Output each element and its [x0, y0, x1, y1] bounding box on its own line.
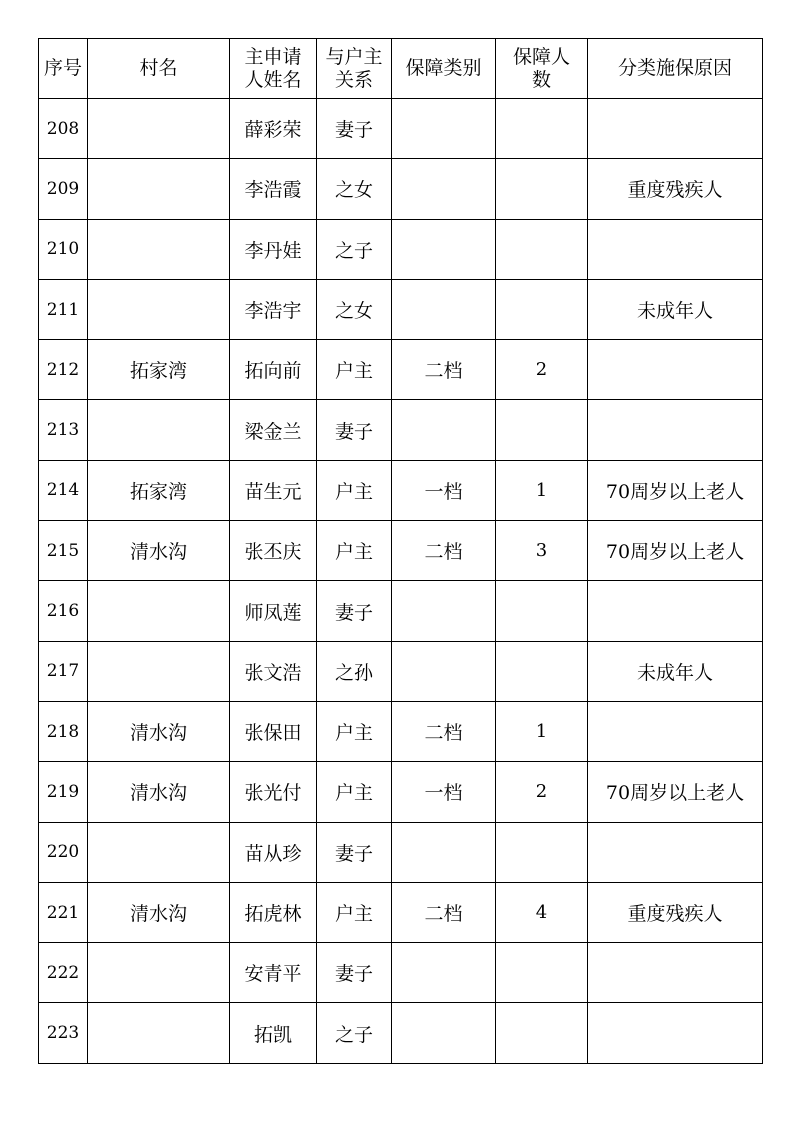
cell-name: 张保田	[230, 701, 317, 761]
cell-village	[88, 159, 230, 219]
table-body	[39, 99, 763, 1064]
cell-village: 清水沟	[88, 882, 230, 942]
cell-seq: 212	[39, 340, 88, 400]
cell-count: 4	[496, 882, 588, 942]
cell-relation: 户主	[317, 521, 392, 581]
relief-table	[38, 38, 763, 1064]
cell-seq: 221	[39, 882, 88, 942]
cell-reason: 未成年人	[588, 641, 763, 701]
cell-seq: 214	[39, 460, 88, 520]
cell-name: 苗从珍	[230, 822, 317, 882]
cell-village: 清水沟	[88, 701, 230, 761]
table-row	[39, 279, 763, 339]
cell-count: 2	[496, 762, 588, 822]
header-row	[39, 39, 763, 99]
cell-relation: 户主	[317, 762, 392, 822]
cell-village	[88, 219, 230, 279]
cell-count	[496, 943, 588, 1003]
table-row	[39, 219, 763, 279]
cell-count: 1	[496, 460, 588, 520]
cell-count	[496, 279, 588, 339]
cell-category: 一档	[392, 762, 496, 822]
cell-name: 拓向前	[230, 340, 317, 400]
cell-relation: 妻子	[317, 943, 392, 1003]
cell-reason: 重度残疾人	[588, 882, 763, 942]
cell-count	[496, 822, 588, 882]
cell-relation: 妻子	[317, 581, 392, 641]
cell-relation: 户主	[317, 701, 392, 761]
cell-seq: 210	[39, 219, 88, 279]
cell-name: 李丹娃	[230, 219, 317, 279]
header-seq: 序号	[39, 39, 88, 99]
cell-village: 清水沟	[88, 521, 230, 581]
cell-category: 一档	[392, 460, 496, 520]
table-row	[39, 822, 763, 882]
cell-relation: 户主	[317, 460, 392, 520]
cell-village	[88, 99, 230, 159]
table-row	[39, 521, 763, 581]
cell-category	[392, 943, 496, 1003]
cell-count	[496, 400, 588, 460]
cell-village: 拓家湾	[88, 460, 230, 520]
table-row	[39, 340, 763, 400]
cell-reason	[588, 581, 763, 641]
table-row	[39, 943, 763, 1003]
cell-count	[496, 219, 588, 279]
cell-reason	[588, 822, 763, 882]
header-relation: 与户主关系	[317, 39, 392, 99]
cell-name: 张丕庆	[230, 521, 317, 581]
cell-category	[392, 1003, 496, 1063]
cell-count	[496, 581, 588, 641]
cell-name: 安青平	[230, 943, 317, 1003]
cell-reason	[588, 943, 763, 1003]
cell-category: 二档	[392, 882, 496, 942]
cell-relation: 之女	[317, 159, 392, 219]
cell-relation: 户主	[317, 340, 392, 400]
table-row	[39, 762, 763, 822]
cell-category	[392, 99, 496, 159]
cell-village: 清水沟	[88, 762, 230, 822]
cell-seq: 218	[39, 701, 88, 761]
cell-reason: 70周岁以上老人	[588, 762, 763, 822]
cell-category	[392, 641, 496, 701]
cell-seq: 216	[39, 581, 88, 641]
table-row	[39, 1003, 763, 1063]
table-row	[39, 400, 763, 460]
table-row	[39, 460, 763, 520]
cell-village	[88, 581, 230, 641]
cell-name: 拓凯	[230, 1003, 317, 1063]
cell-seq: 209	[39, 159, 88, 219]
table-row	[39, 641, 763, 701]
cell-count	[496, 99, 588, 159]
table-row	[39, 99, 763, 159]
cell-count: 1	[496, 701, 588, 761]
cell-name: 师凤莲	[230, 581, 317, 641]
cell-relation: 户主	[317, 882, 392, 942]
cell-count: 2	[496, 340, 588, 400]
cell-reason: 未成年人	[588, 279, 763, 339]
cell-seq: 208	[39, 99, 88, 159]
cell-category	[392, 822, 496, 882]
cell-village	[88, 943, 230, 1003]
cell-seq: 213	[39, 400, 88, 460]
cell-category: 二档	[392, 340, 496, 400]
header-applicant-name: 主申请人姓名	[230, 39, 317, 99]
cell-category	[392, 279, 496, 339]
cell-relation: 之女	[317, 279, 392, 339]
cell-village	[88, 822, 230, 882]
cell-village: 拓家湾	[88, 340, 230, 400]
cell-reason	[588, 340, 763, 400]
cell-name: 李浩宇	[230, 279, 317, 339]
cell-relation: 妻子	[317, 822, 392, 882]
header-reason: 分类施保原因	[588, 39, 763, 99]
cell-reason	[588, 400, 763, 460]
cell-count: 3	[496, 521, 588, 581]
cell-reason: 70周岁以上老人	[588, 460, 763, 520]
table-row	[39, 701, 763, 761]
cell-reason: 重度残疾人	[588, 159, 763, 219]
cell-count	[496, 1003, 588, 1063]
cell-name: 梁金兰	[230, 400, 317, 460]
cell-reason	[588, 1003, 763, 1063]
cell-seq: 223	[39, 1003, 88, 1063]
cell-name: 苗生元	[230, 460, 317, 520]
cell-seq: 217	[39, 641, 88, 701]
cell-seq: 211	[39, 279, 88, 339]
header-category: 保障类别	[392, 39, 496, 99]
cell-category	[392, 159, 496, 219]
cell-category	[392, 219, 496, 279]
cell-category: 二档	[392, 521, 496, 581]
cell-reason	[588, 701, 763, 761]
table-row	[39, 581, 763, 641]
cell-village	[88, 1003, 230, 1063]
cell-category	[392, 400, 496, 460]
cell-name: 拓虎林	[230, 882, 317, 942]
cell-name: 薛彩荣	[230, 99, 317, 159]
table-row	[39, 882, 763, 942]
cell-category	[392, 581, 496, 641]
cell-seq: 222	[39, 943, 88, 1003]
cell-reason	[588, 99, 763, 159]
cell-name: 张光付	[230, 762, 317, 822]
cell-seq: 215	[39, 521, 88, 581]
cell-category: 二档	[392, 701, 496, 761]
cell-count	[496, 159, 588, 219]
cell-name: 李浩霞	[230, 159, 317, 219]
cell-count	[496, 641, 588, 701]
header-count: 保障人数	[496, 39, 588, 99]
cell-village	[88, 279, 230, 339]
cell-relation: 妻子	[317, 400, 392, 460]
cell-relation: 之孙	[317, 641, 392, 701]
cell-reason	[588, 219, 763, 279]
cell-seq: 220	[39, 822, 88, 882]
cell-village	[88, 400, 230, 460]
cell-reason: 70周岁以上老人	[588, 521, 763, 581]
cell-village	[88, 641, 230, 701]
cell-relation: 之子	[317, 1003, 392, 1063]
cell-seq: 219	[39, 762, 88, 822]
cell-name: 张文浩	[230, 641, 317, 701]
table-row	[39, 159, 763, 219]
cell-relation: 妻子	[317, 99, 392, 159]
cell-relation: 之子	[317, 219, 392, 279]
header-village: 村名	[88, 39, 230, 99]
